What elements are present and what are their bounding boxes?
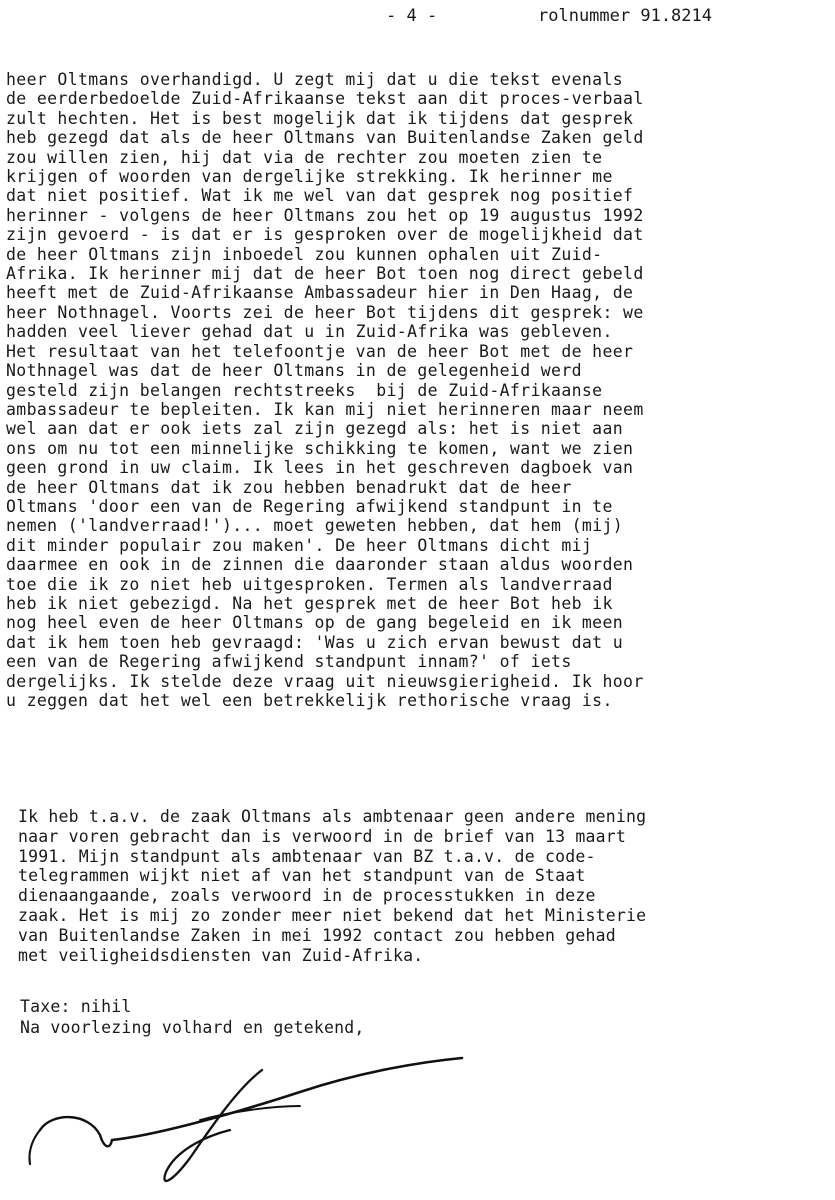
testimony-line: de eerderbedoelde Zuid-Afrikaanse tekst aan dit proces-verbaal	[6, 89, 644, 109]
testimony-line: heer Oltmans overhandigd. U zegt mij dat u die tekst evenals	[6, 70, 624, 89]
docket-number: rolnummer 91.8214	[538, 6, 712, 26]
statement-line: 1991. Mijn standpunt als ambtenaar van BZ t.a.v. de code-	[18, 846, 596, 866]
testimony-line: gesteld zijn belangen rechtstreeks bij de Zuid-Afrikaanse	[6, 380, 603, 400]
testimony-line: Het resultaat van het telefoontje van de heer Bot met de heer	[6, 341, 634, 361]
paragraph-position-statement	[18, 807, 832, 965]
testimony-line: ons om nu tot een minnelijke schikking te komen, want we zien	[6, 438, 634, 458]
testimony-line: nog heel even de heer Oltmans op de gang begeleid en ik meen	[6, 613, 624, 633]
testimony-line: een van de Regering afwijkend standpunt innam?' of iets	[6, 652, 572, 672]
testimony-line: dit minder populair zou maken'. De heer Oltmans dicht mij	[6, 535, 593, 555]
closing-block	[20, 996, 620, 1038]
testimony-line: ambassadeur te bepleiten. Ik kan mij niet herinneren maar neem	[6, 399, 644, 419]
statement-line: Ik heb t.a.v. de zaak Oltmans als ambtenaar geen andere mening	[18, 807, 647, 826]
testimony-line: geen grond in uw claim. Ik lees in het geschreven dagboek van	[6, 458, 634, 478]
statement-line: van Buitenlandse Zaken in mei 1992 contact zou hebben gehad	[18, 925, 616, 945]
testimony-line: toe die ik zo niet heb uitgesproken. Termen als landverraad	[6, 574, 613, 594]
testimony-line: zijn gevoerd - is dat er is gesproken over de mogelijkheid dat	[6, 225, 644, 245]
statement-line: zaak. Het is mij zo zonder meer niet bekend dat het Ministerie	[18, 905, 647, 925]
closing-line: Taxe: nihil	[20, 997, 132, 1016]
statement-line: met veiligheidsdiensten van Zuid-Afrika.	[18, 945, 424, 965]
testimony-line: zult hechten. Het is best mogelijk dat ik tijdens dat gesprek	[6, 108, 634, 128]
testimony-line: nemen ('landverraad!')... moet geweten hebben, dat hem (mij)	[6, 516, 624, 536]
testimony-line: daarmee en ook in de zinnen die daaronder staan aldus woorden	[6, 555, 634, 575]
testimony-line: heeft met de Zuid-Afrikaanse Ambassadeur hier in Den Haag, de	[6, 283, 634, 303]
testimony-line: heb gezegd dat als de heer Oltmans van Buitenlandse Zaken geld	[6, 128, 644, 148]
testimony-line: de heer Oltmans dat ik zou hebben benadrukt dat de heer	[6, 477, 572, 497]
testimony-line: wel aan dat er ook iets zal zijn gezegd als: het is niet aan	[6, 419, 624, 439]
testimony-line: zou willen zien, hij dat via de rechter zou moeten zien te	[6, 147, 603, 167]
signature-stroke-hook	[40, 1117, 112, 1146]
testimony-line: heb ik niet gebezigd. Na het gesprek met de heer Bot heb ik	[6, 593, 613, 613]
statement-line: dienaangaande, zoals verwoord in de processtukken in deze	[18, 886, 596, 906]
signature-icon	[0, 1040, 480, 1200]
page-number: - 4 -	[386, 6, 438, 26]
signature-stroke-loop	[164, 1070, 262, 1181]
page-header	[0, 4, 835, 28]
testimony-line: dergelijks. Ik stelde deze vraag uit nieuwsgierigheid. Ik hoor	[6, 671, 644, 691]
testimony-line: Oltmans 'door een van de Regering afwijkend standpunt in te	[6, 496, 613, 516]
signature-stroke-main	[112, 1058, 462, 1140]
testimony-line: krijgen of woorden van dergelijke strekking. Ik herinner me	[6, 167, 613, 187]
testimony-line: de heer Oltmans zijn inboedel zou kunnen ophalen uit Zuid-	[6, 244, 603, 264]
statement-line: naar voren gebracht dan is verwoord in de brief van 13 maart	[18, 826, 627, 846]
testimony-line: heer Nothnagel. Voorts zei de heer Bot tijdens dit gesprek: we	[6, 302, 644, 322]
statement-line: telegrammen wijkt niet af van het standpunt van de Staat	[18, 866, 586, 886]
testimony-line: Nothnagel was dat de heer Oltmans in de gelegenheid werd	[6, 361, 582, 381]
testimony-line: Afrika. Ik herinner mij dat de heer Bot toen nog direct gebeld	[6, 264, 644, 284]
testimony-line: u zeggen dat het wel een betrekkelijk rethorische vraag is.	[6, 691, 613, 710]
testimony-line: herinner - volgens de heer Oltmans zou het op 19 augustus 1992	[6, 205, 644, 225]
testimony-line: hadden veel liever gehad dat u in Zuid-Afrika was gebleven.	[6, 322, 613, 342]
testimony-line: dat ik hem toen heb gevraagd: 'Was u zich ervan bewust dat u	[6, 632, 624, 652]
paragraph-testimony	[6, 70, 832, 710]
closing-line: Na voorlezing volhard en getekend,	[20, 1018, 365, 1037]
signature-stroke-tail	[29, 1130, 40, 1164]
testimony-line: dat niet positief. Wat ik me wel van dat gesprek nog positief	[6, 186, 634, 206]
